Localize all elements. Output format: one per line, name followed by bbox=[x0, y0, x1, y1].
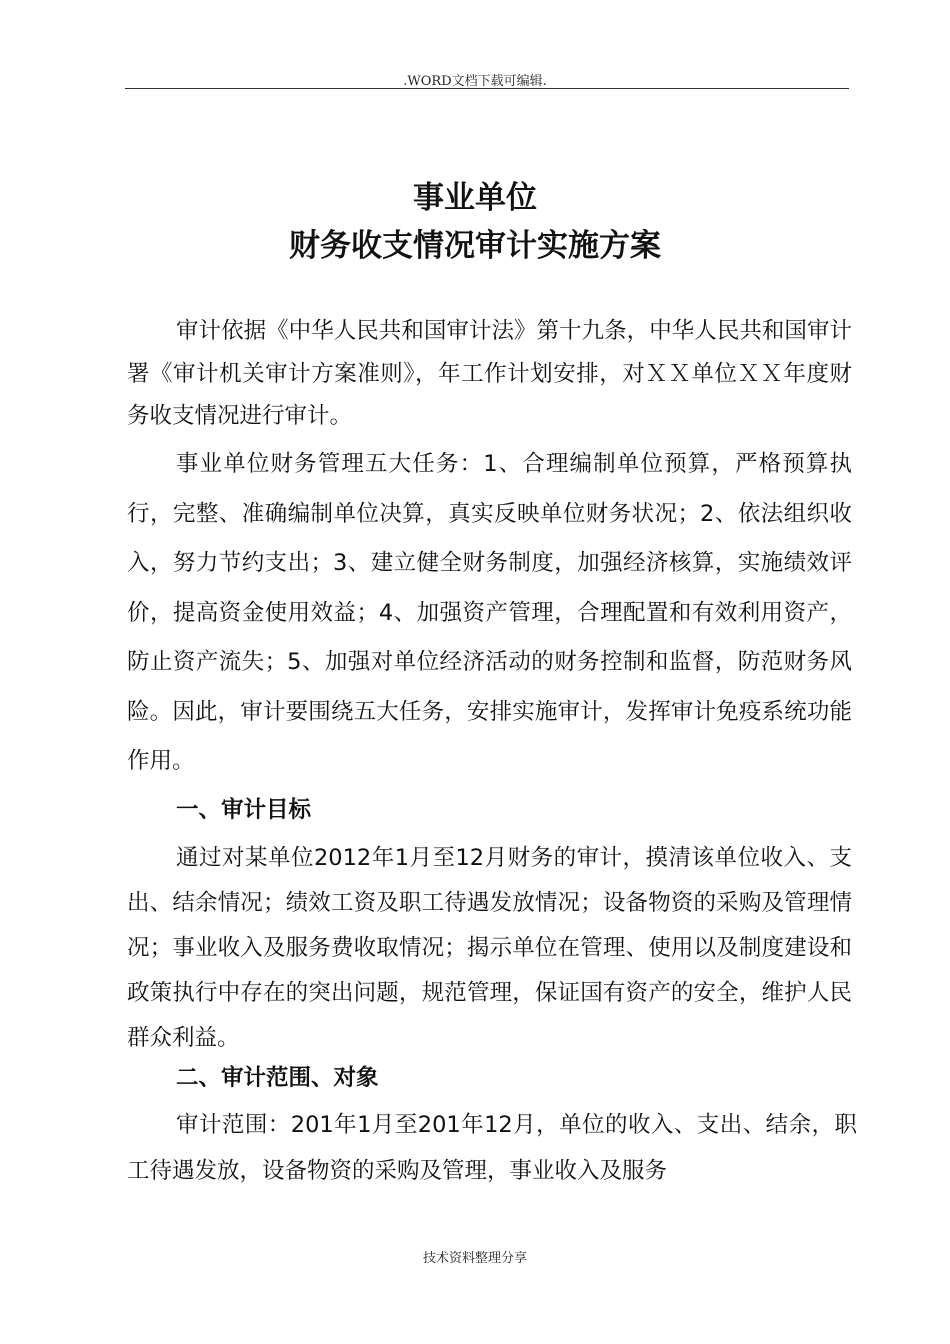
document-title-line1: 事业单位 bbox=[413, 180, 537, 216]
section-heading-audit-scope: 二、审计范围、对象 bbox=[176, 1065, 379, 1091]
page-header: .WORD文档下载可编辑. bbox=[403, 74, 547, 89]
section-heading-audit-goals: 一、审计目标 bbox=[176, 797, 312, 823]
paragraph-five-tasks: 事业单位财务管理五大任务：1、合理编制单位预算，严格预算执行，完整、准确编制单位决算，真实反映单位财务状况；2、依法组织收入，努力节约支出；3、建立健全财务制度，加强经济核算，实施绩效评价，提高资金使用效益；4、加强资产管理，合理配置和有效利用资产，防止资产流失；5、加强对单位经济活动的财务控制和监督，防范财务风险。因此，审计要围绕五大任务，安排实施审计，发挥审计免疫系统功能作用。 bbox=[127, 451, 852, 774]
document-title-line2: 财务收支情况审计实施方案 bbox=[289, 228, 661, 264]
paragraph-audit-goals: 通过对某单位2012年1月至12月财务的审计，摸清该单位收入、支出、结余情况；绩效工资及职工待遇发放情况；设备物资的采购及管理情况；事业收入及服务费收取情况；揭示单位在管理、使用以及制度建设和政策执行中存在的突出问题，规范管理，保证国有资产的安全，维护人民群众利益。 bbox=[127, 845, 852, 1051]
paragraph-audit-scope: 审计范围：201年1月至201年12月，单位的收入、支出、结余，职工待遇发放，设备物资的采购及管理，事业收入及服务 bbox=[127, 1112, 857, 1184]
header-divider bbox=[125, 88, 849, 89]
page-footer: 技术资料整理分享 bbox=[422, 1251, 527, 1266]
paragraph-audit-basis: 审计依据《中华人民共和国审计法》第十九条，中华人民共和国审计署《审计机关审计方案准则》，年工作计划安排，对ＸＸ单位ＸＸ年度财务收支情况进行审计。 bbox=[127, 318, 852, 429]
